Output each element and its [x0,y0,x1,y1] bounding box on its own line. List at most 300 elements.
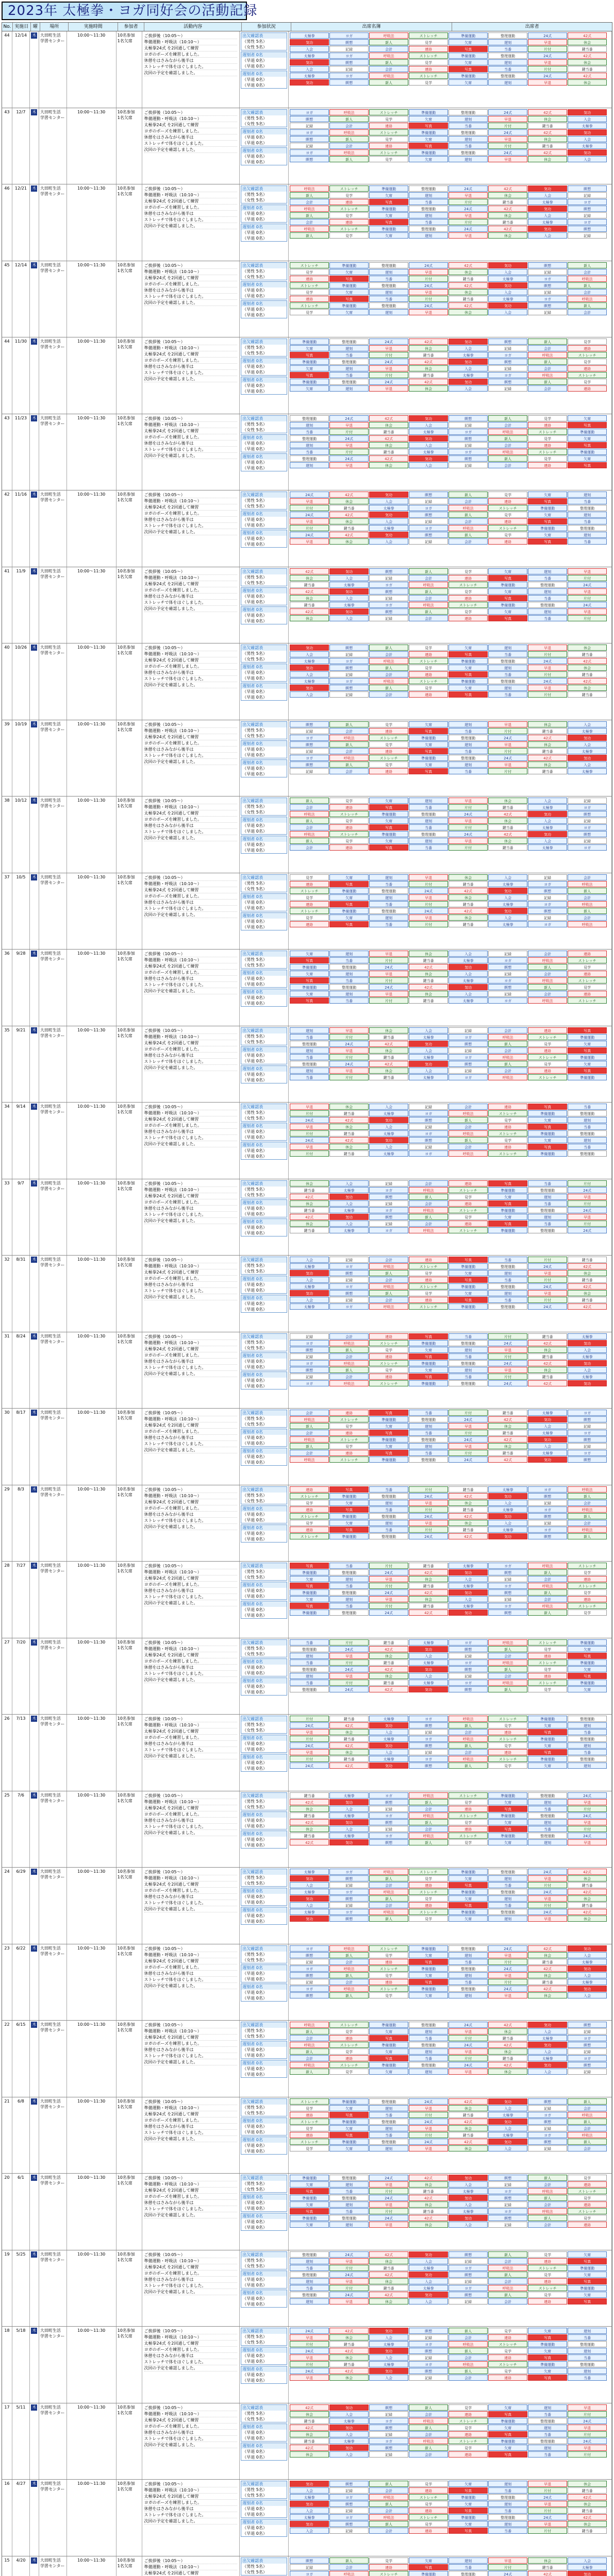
roster-tag[interactable]: 欠席 [409,136,448,142]
roster-tag[interactable]: 早退 [409,2145,448,2151]
roster-tag[interactable]: 気功 [449,379,488,385]
roster-tag[interactable]: 42式 [528,1380,567,1386]
roster-tag[interactable]: 見学 [449,1799,488,1805]
roster-tag[interactable]: 準備運動 [528,2361,567,2367]
roster-tag[interactable]: 当番 [290,1659,329,1666]
roster-tag[interactable]: 整理運動 [290,2272,329,2278]
roster-tag[interactable]: 当番 [449,1959,488,1965]
roster-tag[interactable]: 24式 [449,1416,488,1422]
roster-tag[interactable]: 写真 [488,1200,527,1207]
roster-tag[interactable]: 気功 [449,338,488,345]
roster-tag[interactable]: 準備運動 [369,1456,408,1463]
roster-tag[interactable]: 整理運動 [528,2418,567,2424]
roster-tag[interactable]: 新人 [449,512,488,518]
roster-tag[interactable]: 整理運動 [329,359,369,365]
roster-tag[interactable]: 新人 [329,761,369,768]
roster-tag[interactable]: 欠席 [449,1290,488,1296]
roster-tag[interactable]: 休会 [488,192,527,198]
roster-tag[interactable]: 24式 [409,908,448,914]
roster-tag[interactable]: 早退 [528,1895,567,1902]
roster-tag[interactable]: 新人 [449,1722,488,1728]
row-date[interactable]: 10/5 [12,873,30,950]
roster-tag[interactable]: 早退 [329,1047,369,1054]
roster-tag[interactable]: 連絡 [329,1430,369,1436]
roster-tag[interactable]: 遅刻 [488,2481,527,2487]
roster-tag[interactable]: 当番 [290,429,329,435]
roster-tag[interactable]: 当番 [568,2334,607,2341]
roster-tag[interactable]: 新人 [409,1799,448,1805]
roster-tag[interactable]: 写真 [568,2278,607,2284]
roster-tag[interactable]: 呼吸法 [290,1456,329,1463]
roster-tag[interactable]: 連絡 [290,881,329,887]
roster-tag[interactable]: 準備運動 [290,964,329,970]
roster-tag[interactable]: 24式 [329,455,369,462]
roster-tag[interactable]: 写真 [528,498,567,504]
roster-tag[interactable]: 呼吸法 [290,2062,329,2068]
roster-tag[interactable]: 気功 [528,2022,567,2028]
roster-tag[interactable]: 休会 [488,2069,527,2075]
roster-tag[interactable]: 欠席 [568,1686,607,1692]
roster-tag[interactable]: 連絡 [528,1047,567,1054]
roster-tag[interactable]: 遅刻 [329,2222,369,2228]
roster-tag[interactable]: 24式 [568,2438,607,2444]
roster-tag[interactable]: 新人 [488,1061,527,1067]
roster-tag[interactable]: 早退 [369,385,408,392]
roster-tag[interactable]: 写真 [409,1959,448,1965]
roster-tag[interactable]: 鍵当番 [488,824,527,831]
roster-tag[interactable]: 欠席 [568,2272,607,2278]
roster-tag[interactable]: 気功 [290,39,329,45]
roster-tag[interactable]: 見学 [369,1972,408,1978]
roster-tag[interactable]: ストレッチ [369,1360,408,1366]
roster-tag[interactable]: 太極拳 [488,881,527,887]
roster-tag[interactable]: 入会 [329,2431,369,2437]
roster-tag[interactable]: 入会 [528,818,567,824]
roster-tag[interactable]: ヨガ [528,901,567,907]
roster-tag[interactable]: 休会 [409,1596,448,1602]
roster-tag[interactable]: 呼吸法 [488,449,527,455]
roster-tag[interactable]: 瞑想 [528,908,567,914]
roster-tag[interactable]: 見学 [329,818,369,824]
roster-tag[interactable]: 42式 [568,678,607,684]
roster-tag[interactable]: 気功 [528,185,567,192]
roster-tag[interactable]: 休会 [290,1826,329,1832]
roster-tag[interactable]: 連絡 [290,1506,329,1513]
roster-tag[interactable]: 早退 [369,2181,408,2188]
roster-tag[interactable]: 遅刻 [568,2368,607,2374]
roster-tag[interactable]: 写真 [449,46,488,52]
roster-tag[interactable]: 休会 [568,645,607,651]
roster-tag[interactable]: 準備運動 [409,2571,448,2576]
roster-tag[interactable]: 当番 [449,1374,488,1380]
roster-tag[interactable]: ヨガ [329,73,369,79]
roster-tag[interactable]: 鍵当番 [488,1450,527,1456]
roster-tag[interactable]: 呼吸法 [409,1227,448,1233]
roster-tag[interactable]: 欠席 [449,59,488,65]
roster-tag[interactable]: 片付 [568,1180,607,1187]
roster-tag[interactable]: 記録 [369,2411,408,2417]
roster-tag[interactable]: 入会 [568,1952,607,1958]
roster-tag[interactable]: 休会 [449,894,488,901]
roster-tag[interactable]: 欠席 [528,1742,567,1749]
roster-tag[interactable]: 準備運動 [369,226,408,232]
roster-tag[interactable]: 新人 [449,492,488,498]
roster-tag[interactable]: 写真 [290,2208,329,2214]
roster-tag[interactable]: 記録 [449,2258,488,2264]
roster-tag[interactable]: 瞑想 [449,1646,488,1652]
roster-tag[interactable]: 写真 [290,352,329,358]
roster-tag[interactable]: 気功 [488,1513,527,1519]
roster-tag[interactable]: 見学 [488,492,527,498]
roster-tag[interactable]: 気功 [290,665,329,671]
roster-tag[interactable]: 当番 [488,671,527,677]
roster-tag[interactable]: 入会 [449,971,488,977]
roster-tag[interactable]: 遅刻 [449,1972,488,1978]
roster-tag[interactable]: 連絡 [290,1486,329,1493]
roster-tag[interactable]: 呼吸法 [449,1736,488,1742]
roster-tag[interactable]: ストレッチ [409,1869,448,1875]
roster-tag[interactable]: 会計 [528,2222,567,2228]
roster-tag[interactable]: 写真 [449,1297,488,1303]
roster-tag[interactable]: 片付 [488,1333,527,1340]
roster-tag[interactable]: 入会 [449,345,488,351]
roster-tag[interactable]: 休会 [290,595,329,601]
roster-tag[interactable]: 当番 [488,651,527,657]
roster-tag[interactable]: ヨガ [369,1207,408,1213]
roster-tag[interactable]: 早退 [329,2298,369,2304]
roster-tag[interactable]: 早退 [568,568,607,574]
roster-tag[interactable]: 当番 [409,804,448,810]
roster-tag[interactable]: 整理運動 [568,2361,607,2367]
roster-tag[interactable]: 休会 [528,1972,567,1978]
roster-tag[interactable]: 写真 [568,1653,607,1659]
roster-tag[interactable]: 当番 [449,1353,488,1360]
roster-tag[interactable]: ストレッチ [528,2265,567,2271]
roster-tag[interactable]: 呼吸法 [568,2112,607,2118]
roster-tag[interactable]: 入会 [568,2557,607,2564]
roster-tag[interactable]: 記録 [528,1500,567,1506]
roster-tag[interactable]: 連絡 [568,991,607,997]
roster-tag[interactable]: 欠席 [528,1722,567,1728]
roster-tag[interactable]: 準備運動 [449,2514,488,2520]
roster-tag[interactable]: 瞑想 [488,359,527,365]
roster-tag[interactable]: 休会 [409,2201,448,2208]
roster-tag[interactable]: ストレッチ [528,1034,567,1040]
roster-tag[interactable]: 整理運動 [528,1833,567,1839]
roster-tag[interactable]: 片付 [528,46,567,52]
roster-tag[interactable]: 42式 [568,1283,607,1290]
roster-tag[interactable]: 整理運動 [369,1533,408,1539]
roster-tag[interactable]: 瞑想 [329,79,369,86]
roster-tag[interactable]: 会計 [409,575,448,581]
roster-tag[interactable]: 遅刻 [528,1839,567,1845]
roster-tag[interactable]: ヨガ [449,1659,488,1666]
roster-tag[interactable]: 整理運動 [409,185,448,192]
roster-tag[interactable]: 太極拳 [528,2035,567,2041]
roster-tag[interactable]: 42式 [369,1686,408,1692]
roster-tag[interactable]: 準備運動 [290,1609,329,1616]
roster-tag[interactable]: 瞑想 [369,588,408,595]
roster-tag[interactable]: 会計 [488,1673,527,1679]
roster-tag[interactable]: 当番 [528,1180,567,1187]
roster-tag[interactable]: 24式 [488,1380,527,1386]
roster-tag[interactable]: 整理運動 [409,2062,448,2068]
roster-tag[interactable]: 準備運動 [488,1812,527,1819]
roster-tag[interactable]: 入会 [369,538,408,545]
roster-tag[interactable]: 欠席 [528,1137,567,1143]
roster-tag[interactable]: 24式 [488,149,527,156]
roster-tag[interactable]: 欠席 [369,2069,408,2075]
roster-tag[interactable]: 遅刻 [528,2445,567,2451]
roster-tag[interactable]: ヨガ [329,1909,369,1915]
roster-tag[interactable]: 新人 [290,232,329,239]
roster-tag[interactable]: 休会 [409,991,448,997]
roster-tag[interactable]: 見学 [409,1290,448,1296]
roster-tag[interactable]: 連絡 [528,422,567,428]
roster-tag[interactable]: 会計 [488,2278,527,2284]
roster-tag[interactable]: 新人 [449,1117,488,1123]
roster-tag[interactable]: 太極拳 [568,728,607,734]
roster-tag[interactable]: ヨガ [290,149,329,156]
roster-tag[interactable]: 気功 [369,2328,408,2334]
roster-tag[interactable]: ストレッチ [290,1493,329,1499]
roster-tag[interactable]: 24式 [449,226,488,232]
roster-tag[interactable]: 太極拳 [369,1130,408,1137]
roster-tag[interactable]: 鍵当番 [329,1716,369,1722]
roster-tag[interactable]: 気功 [488,1533,527,1539]
roster-tag[interactable]: 連絡 [528,442,567,448]
roster-tag[interactable]: 連絡 [568,951,607,957]
roster-tag[interactable]: 片付 [488,728,527,734]
roster-tag[interactable]: 記録 [290,748,329,754]
roster-tag[interactable]: 鍵当番 [528,2564,567,2570]
roster-tag[interactable]: 新人 [329,156,369,162]
roster-tag[interactable]: 気功 [568,1965,607,1972]
roster-tag[interactable]: 見学 [568,379,607,385]
roster-tag[interactable]: 当番 [329,977,369,984]
roster-tag[interactable]: 見学 [449,1194,488,1200]
roster-tag[interactable]: 記録 [329,691,369,698]
roster-tag[interactable]: 早退 [369,951,408,957]
roster-tag[interactable]: 休会 [449,289,488,295]
roster-tag[interactable]: 当番 [568,498,607,504]
roster-tag[interactable]: 気功 [568,1986,607,1992]
roster-tag[interactable]: 欠席 [369,212,408,218]
roster-tag[interactable]: 新人 [568,302,607,309]
roster-tag[interactable]: 24式 [528,678,567,684]
roster-tag[interactable]: ヨガ [528,881,567,887]
roster-tag[interactable]: 遅刻 [290,1067,329,1074]
roster-tag[interactable]: 会計 [528,2201,567,2208]
roster-tag[interactable]: 会計 [449,1104,488,1110]
roster-tag[interactable]: 見学 [528,1646,567,1652]
roster-tag[interactable]: 入会 [369,1104,408,1110]
roster-tag[interactable]: 呼吸法 [488,1074,527,1080]
roster-tag[interactable]: 太極拳 [528,219,567,225]
roster-tag[interactable]: 呼吸法 [369,678,408,684]
roster-tag[interactable]: 連絡 [369,143,408,149]
roster-tag[interactable]: ヨガ [290,1945,329,1952]
roster-tag[interactable]: 当番 [488,2528,527,2534]
roster-tag[interactable]: 新人 [568,888,607,894]
roster-tag[interactable]: 呼吸法 [568,296,607,302]
roster-tag[interactable]: 新人 [449,2328,488,2334]
roster-tag[interactable]: 瞑想 [290,1972,329,1978]
roster-tag[interactable]: 欠席 [369,2028,408,2035]
roster-tag[interactable]: 見学 [369,1952,408,1958]
roster-tag[interactable]: 休会 [290,1200,329,1207]
roster-tag[interactable]: 太極拳 [290,2514,329,2520]
roster-tag[interactable]: 準備運動 [409,1965,448,1972]
roster-tag[interactable]: 早退 [329,2258,369,2264]
roster-tag[interactable]: 記録 [568,818,607,824]
roster-tag[interactable]: 鍵当番 [369,1074,408,1080]
roster-tag[interactable]: 記録 [290,1333,329,1340]
roster-tag[interactable]: 整理運動 [488,53,527,59]
roster-tag[interactable]: 気功 [329,1799,369,1805]
roster-tag[interactable]: ヨガ [409,505,448,511]
roster-tag[interactable]: 早退 [488,1972,527,1978]
roster-tag[interactable]: 記録 [568,192,607,198]
roster-tag[interactable]: 24式 [568,582,607,588]
roster-tag[interactable]: 24式 [369,2215,408,2221]
roster-tag[interactable]: ヨガ [290,109,329,115]
roster-tag[interactable]: 準備運動 [329,302,369,309]
roster-tag[interactable]: 記録 [488,2181,527,2188]
roster-tag[interactable]: 準備運動 [409,1360,448,1366]
roster-tag[interactable]: 42式 [329,532,369,538]
roster-tag[interactable]: 準備運動 [290,1589,329,1596]
roster-tag[interactable]: 入会 [290,46,329,52]
roster-tag[interactable]: 新人 [369,1875,408,1882]
roster-tag[interactable]: 欠席 [409,1992,448,1998]
roster-tag[interactable]: 整理運動 [449,1360,488,1366]
roster-tag[interactable]: 早退 [449,2069,488,2075]
roster-tag[interactable]: 呼吸法 [329,1986,369,1992]
roster-tag[interactable]: 整理運動 [329,338,369,345]
roster-tag[interactable]: ストレッチ [449,602,488,608]
roster-tag[interactable]: 整理運動 [329,984,369,990]
roster-tag[interactable]: 42式 [409,338,448,345]
roster-tag[interactable]: 24式 [409,2098,448,2105]
roster-tag[interactable]: 42式 [409,379,448,385]
roster-tag[interactable]: 気功 [488,2119,527,2125]
roster-tag[interactable]: 欠席 [528,2368,567,2374]
roster-tag[interactable]: 新人 [488,2272,527,2278]
roster-tag[interactable]: 気功 [449,984,488,990]
roster-tag[interactable]: 遅刻 [449,116,488,122]
roster-tag[interactable]: ストレッチ [409,2494,448,2500]
roster-tag[interactable]: 片付 [329,449,369,455]
roster-tag[interactable]: 太極拳 [488,901,527,907]
roster-tag[interactable]: 当番 [409,2035,448,2041]
roster-tag[interactable]: 新人 [449,2368,488,2374]
row-date[interactable]: 8/24 [12,1332,30,1409]
roster-tag[interactable]: 連絡 [449,595,488,601]
roster-tag[interactable]: 片付 [488,1979,527,1985]
roster-tag[interactable]: ストレッチ [568,977,607,984]
roster-tag[interactable]: 新人 [290,818,329,824]
roster-tag[interactable]: 記録 [369,1221,408,1227]
row-date[interactable]: 8/17 [12,1409,30,1485]
roster-tag[interactable]: 早退 [488,136,527,142]
roster-tag[interactable]: 遅刻 [369,1500,408,1506]
roster-tag[interactable]: 片付 [329,1659,369,1666]
roster-tag[interactable]: ストレッチ [329,2022,369,2028]
roster-tag[interactable]: 気功 [488,282,527,289]
roster-tag[interactable]: 太極拳 [290,1283,329,1290]
roster-tag[interactable]: 呼吸法 [528,1563,567,1569]
roster-tag[interactable]: 写真 [290,372,329,378]
roster-tag[interactable]: 欠席 [568,2292,607,2298]
roster-tag[interactable]: 連絡 [329,219,369,225]
roster-tag[interactable]: 連絡 [528,2278,567,2284]
roster-tag[interactable]: ストレッチ [409,1303,448,1310]
roster-tag[interactable]: 見学 [369,156,408,162]
roster-tag[interactable]: 遅刻 [369,2105,408,2111]
roster-tag[interactable]: 写真 [369,219,408,225]
roster-tag[interactable]: 欠席 [409,1952,448,1958]
roster-tag[interactable]: 準備運動 [409,149,448,156]
roster-tag[interactable]: 写真 [409,143,448,149]
roster-tag[interactable]: 鍵当番 [528,748,567,754]
roster-tag[interactable]: 準備運動 [488,2438,527,2444]
roster-tag[interactable]: ストレッチ [329,1456,369,1463]
roster-tag[interactable]: 会計 [568,1500,607,1506]
roster-tag[interactable]: 遅刻 [528,1819,567,1825]
roster-tag[interactable]: 写真 [568,422,607,428]
roster-tag[interactable]: 写真 [528,1124,567,1130]
roster-tag[interactable]: 休会 [369,1027,408,1033]
roster-tag[interactable]: 24式 [409,1533,448,1539]
roster-tag[interactable]: 瞑想 [568,1456,607,1463]
roster-tag[interactable]: 会計 [290,199,329,205]
roster-tag[interactable]: 休会 [329,518,369,524]
roster-tag[interactable]: 見学 [568,1569,607,1575]
roster-tag[interactable]: 片付 [568,1826,607,1832]
roster-tag[interactable]: 鍵当番 [488,219,527,225]
roster-tag[interactable]: 早退 [329,1067,369,1074]
roster-tag[interactable]: ヨガ [329,2514,369,2520]
roster-tag[interactable]: 入会 [290,1297,329,1303]
roster-tag[interactable]: 休会 [449,2125,488,2131]
roster-tag[interactable]: 記録 [329,2507,369,2514]
roster-tag[interactable]: 呼吸法 [290,185,329,192]
roster-tag[interactable]: 連絡 [409,2528,448,2534]
roster-tag[interactable]: 呼吸法 [369,1263,408,1269]
roster-tag[interactable]: 42式 [488,2062,527,2068]
roster-tag[interactable]: 遅刻 [409,1423,448,1429]
roster-tag[interactable]: 整理運動 [528,1187,567,1193]
roster-tag[interactable]: 連絡 [449,1826,488,1832]
roster-tag[interactable]: 呼吸法 [329,1945,369,1952]
roster-tag[interactable]: 瞑想 [329,685,369,691]
roster-tag[interactable]: 連絡 [449,575,488,581]
roster-tag[interactable]: 太極拳 [409,1659,448,1666]
roster-tag[interactable]: 新人 [369,1290,408,1296]
roster-tag[interactable]: 新人 [369,79,408,86]
roster-tag[interactable]: 瞑想 [329,665,369,671]
roster-tag[interactable]: 準備運動 [329,262,369,268]
roster-tag[interactable]: ヨガ [329,1889,369,1895]
roster-tag[interactable]: 入会 [568,116,607,122]
roster-tag[interactable]: 瞑想 [568,1436,607,1443]
roster-tag[interactable]: 当番 [369,2112,408,2118]
roster-tag[interactable]: 連絡 [449,2451,488,2458]
roster-tag[interactable]: 当番 [409,844,448,851]
roster-tag[interactable]: ヨガ [488,1603,527,1609]
roster-tag[interactable]: 24式 [449,185,488,192]
